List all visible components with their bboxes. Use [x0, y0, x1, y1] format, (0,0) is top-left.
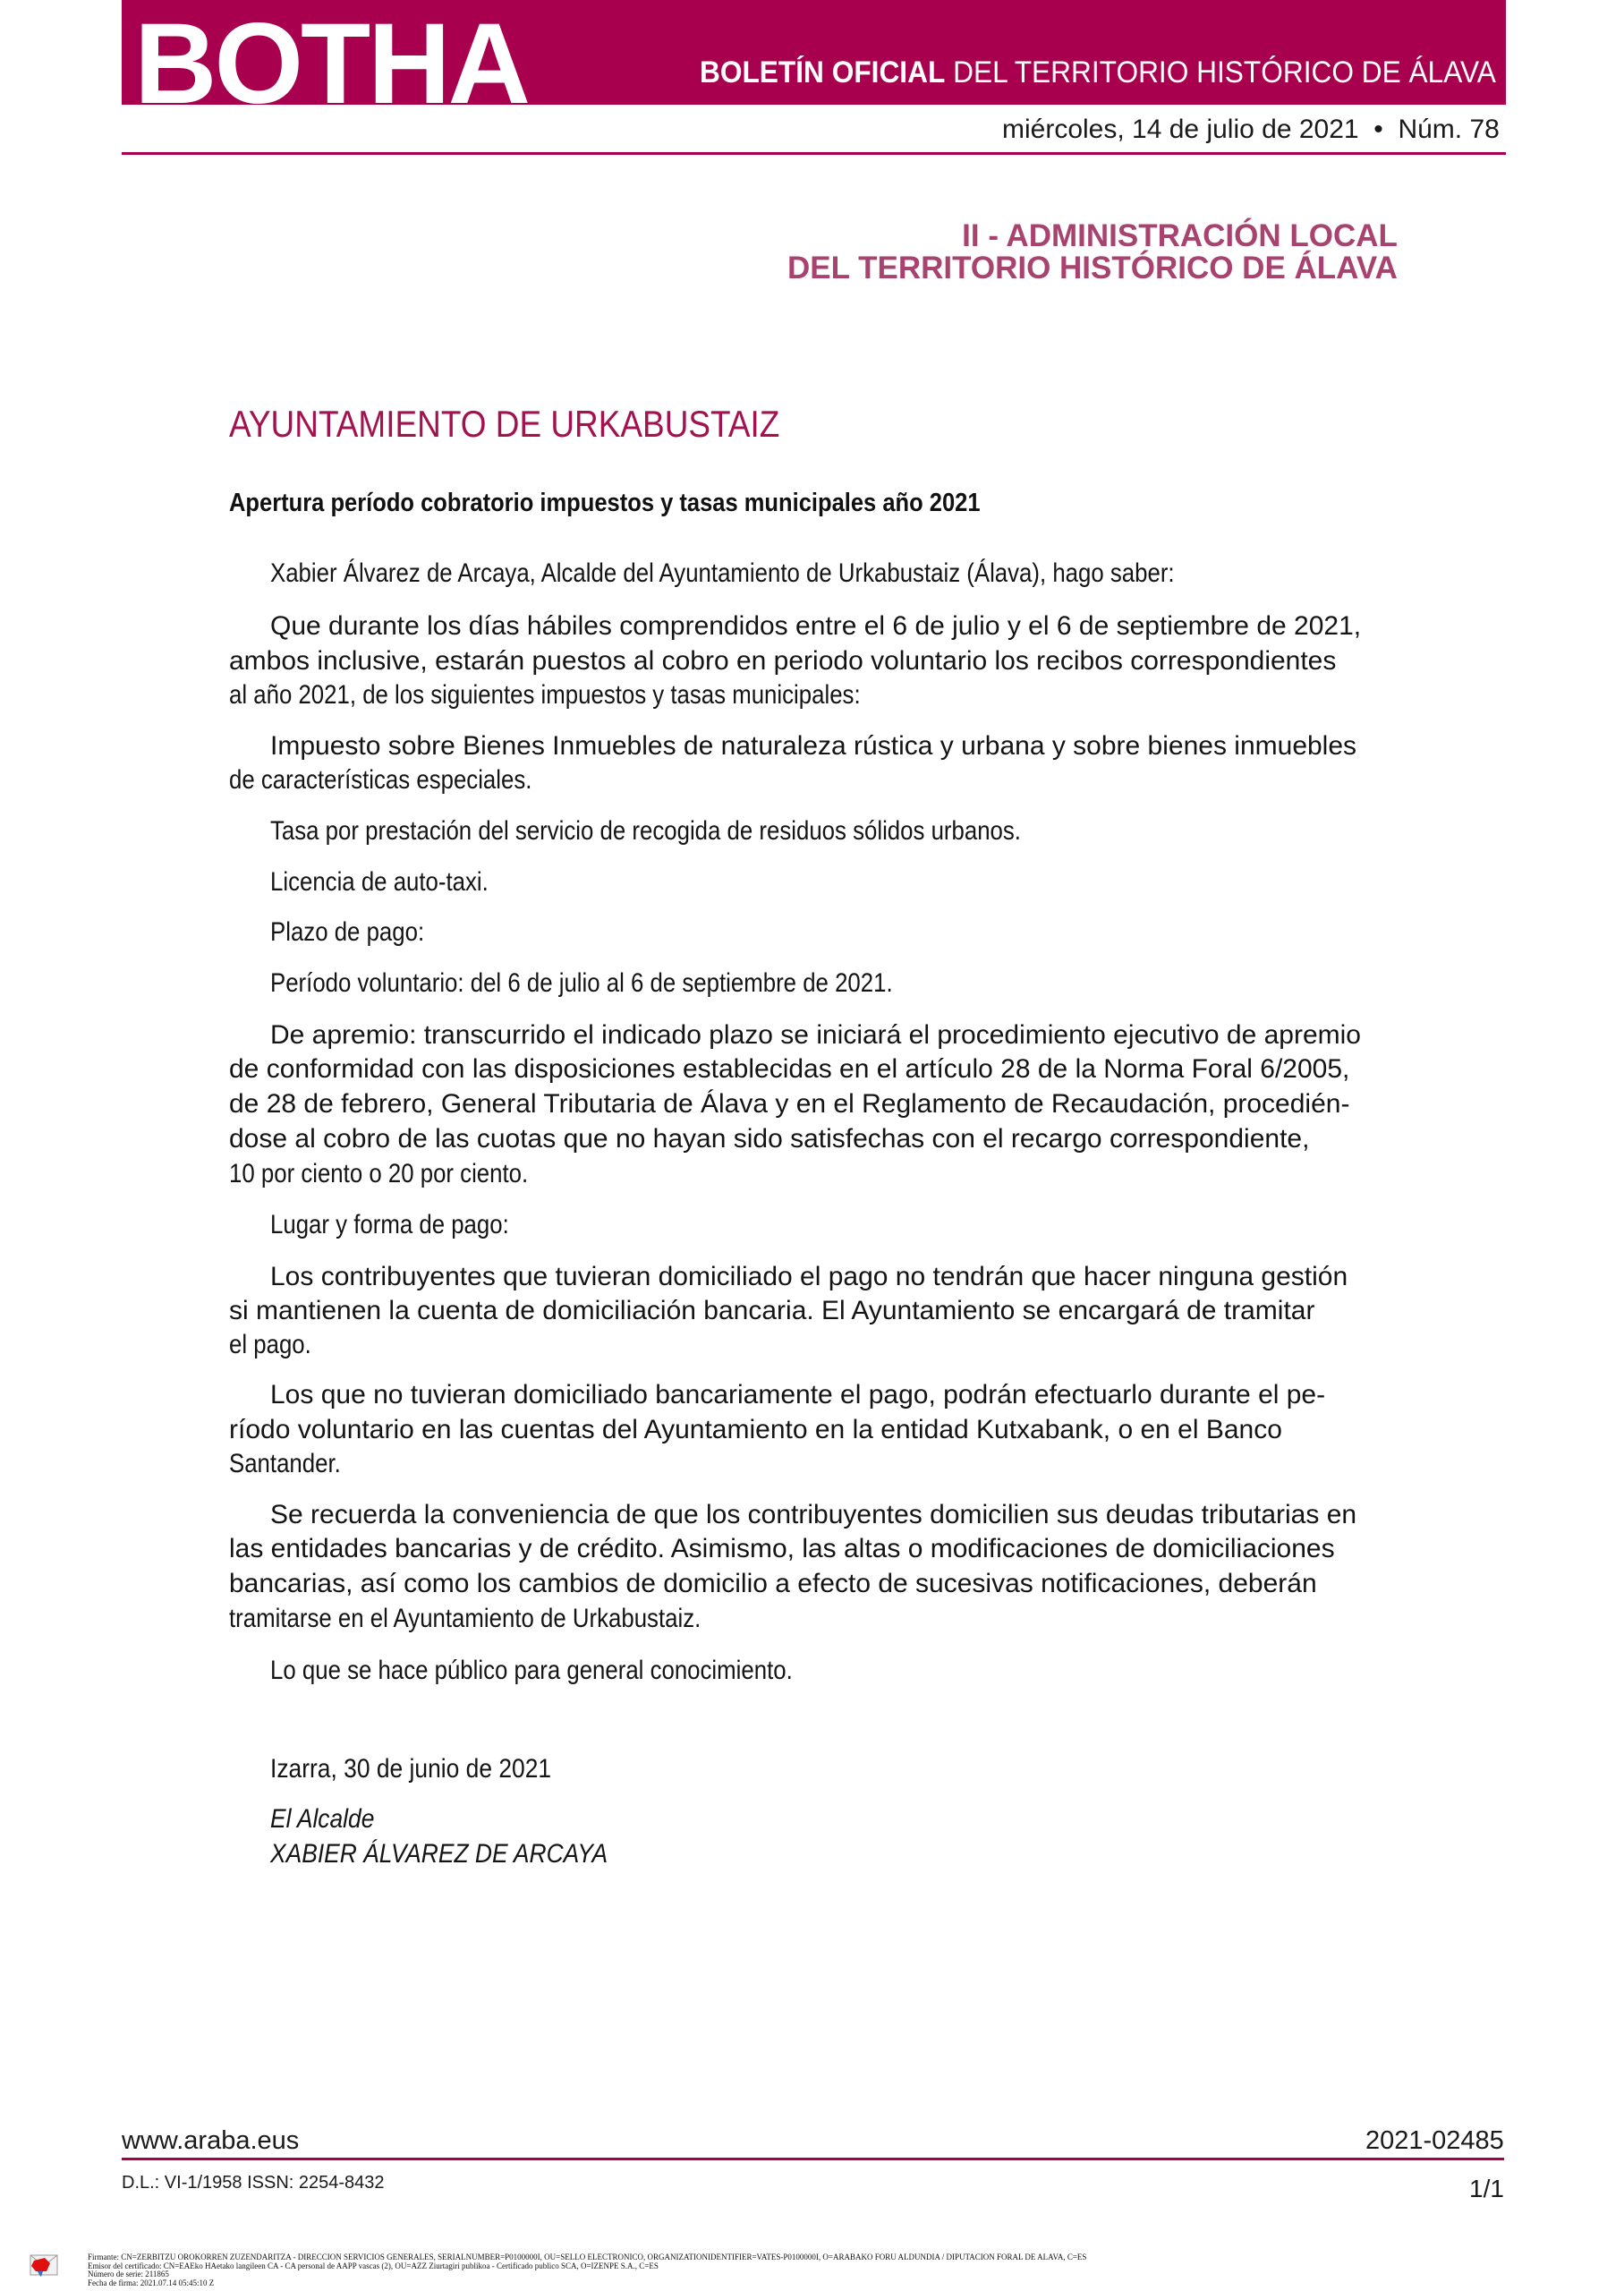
body-line: ríodo voluntario en las cuentas del Ayuntamiento en la entidad Kutxabank, o en el Banco: [229, 1415, 1282, 1444]
body-line: el pago.: [229, 1330, 311, 1359]
body-line: Licencia de auto-taxi.: [270, 867, 489, 897]
digital-signature-info: [88, 2253, 1086, 2287]
body-line: de conformidad con las disposiciones establecidas en el artículo 28 de la Norma Foral 6/2005,: [229, 1054, 1350, 1084]
footer-rule: [122, 2158, 1504, 2160]
body-line: de 28 de febrero, General Tributaria de Álava y en el Reglamento de Recaudación, procedién-: [229, 1089, 1350, 1119]
bullet-separator: •: [1373, 115, 1383, 144]
signed-envelope-icon: [29, 2250, 59, 2280]
bulletin-title: [700, 55, 1496, 90]
issue-date-line: [1002, 115, 1500, 145]
body-line: Impuesto sobre Bienes Inmuebles de naturaleza rústica y urbana y sobre bienes inmuebles: [270, 731, 1357, 761]
body-line: dose al cobro de las cuotas que no hayan sido satisfechas con el recargo correspondiente,: [229, 1124, 1310, 1154]
announcement-title: Apertura período cobratorio impuestos y tasas municipales año 2021: [229, 489, 981, 517]
signer-role: El Alcalde: [270, 1804, 375, 1834]
body-line: Período voluntario: del 6 de julio al 6 de septiembre de 2021.: [270, 968, 893, 998]
body-line: ambos inclusive, estarán puestos al cobro en periodo voluntario los recibos correspondientes: [229, 646, 1337, 676]
body-line: Xabier Álvarez de Arcaya, Alcalde del Ayuntamiento de Urkabustaiz (Álava), hago saber:: [270, 558, 1175, 588]
bulletin-title-rest: DEL TERRITORIO HISTÓRICO DE ÁLAVA: [945, 55, 1496, 89]
body-line: Plazo de pago:: [270, 917, 425, 947]
cert-signer: Firmante: CN=ZERBITZU OROKORREN ZUZENDARITZA - DIRECCION SERVICIOS GENERALES, SERIALNUMBER=P0100000I, OU=SELLO ELECTRONICO, ORGANIZATIONIDENTIFIER=VATES-P0100000I, O=ARABAKO FORU ALDUNDIA / DIPUTACION FORAL DE ALAVA, C=ES: [88, 2253, 1087, 2261]
section-heading-line2: DEL TERRITORIO HISTÓRICO DE ÁLAVA: [787, 251, 1398, 285]
header-rule: [122, 152, 1506, 155]
cert-issuer: Emisor del certificado: CN=EAEko HAetako langileen CA - CA personal de AAPP vascas (2), OU=AZZ Ziurtagiri publikoa - Certificado publico SCA, O=IZENPE S.A., C=ES: [88, 2261, 659, 2270]
place-date: Izarra, 30 de junio de 2021: [270, 1754, 552, 1784]
body-line: al año 2021, de los siguientes impuestos y tasas municipales:: [229, 680, 861, 710]
body-line: Los que no tuvieran domiciliado bancariamente el pago, podrán efectuarlo durante el pe-: [270, 1380, 1326, 1410]
signer-name: XABIER ÁLVAREZ DE ARCAYA: [270, 1839, 608, 1869]
body-line: tramitarse en el Ayuntamiento de Urkabustaiz.: [229, 1604, 701, 1633]
body-line: Los contribuyentes que tuvieran domiciliado el pago no tendrán que hacer ninguna gestión: [270, 1262, 1348, 1291]
bulletin-title-bold: BOLETÍN OFICIAL: [699, 55, 946, 89]
section-heading: [787, 220, 1398, 285]
body-line: Lugar y forma de pago:: [270, 1210, 509, 1239]
section-heading-line1: II - ADMINISTRACIÓN LOCAL: [962, 218, 1398, 253]
body-line: Lo que se hace público para general conocimiento.: [270, 1656, 793, 1685]
organization-name: AYUNTAMIENTO DE URKABUSTAIZ: [229, 403, 780, 445]
issue-number: Núm. 78: [1398, 115, 1500, 144]
cert-serial: Número de serie: 211865: [88, 2270, 169, 2278]
body-line: las entidades bancarias y de crédito. Asimismo, las altas o modificaciones de domiciliaciones: [229, 1534, 1335, 1563]
body-line: de características especiales.: [229, 765, 532, 795]
website-link[interactable]: www.araba.eus: [122, 2126, 300, 2155]
body-line: si mantienen la cuenta de domiciliación bancaria. El Ayuntamiento se encargará de tramitar: [229, 1296, 1315, 1325]
body-line: Que durante los días hábiles comprendidos entre el 6 de julio y el 6 de septiembre de 2021,: [270, 611, 1362, 641]
body-line: De apremio: transcurrido el indicado plazo se iniciará el procedimiento ejecutivo de apremio: [270, 1020, 1361, 1050]
document-code: 2021-02485: [1365, 2126, 1504, 2155]
issue-date: miércoles, 14 de julio de 2021: [1002, 115, 1359, 144]
botha-logo: BOTHA: [134, 0, 529, 128]
body-line: bancarias, así como los cambios de domicilio a efecto de sucesivas notificaciones, deberán: [229, 1569, 1317, 1598]
body-line: Se recuerda la conveniencia de que los contribuyentes domicilien sus deudas tributarias en: [270, 1500, 1357, 1529]
body-line: 10 por ciento o 20 por ciento.: [229, 1159, 529, 1188]
body-line: Tasa por prestación del servicio de recogida de residuos sólidos urbanos.: [270, 816, 1021, 846]
page-number: 1/1: [1469, 2175, 1504, 2202]
legal-deposit: D.L.: VI-1/1958 ISSN: 2254-8432: [122, 2173, 385, 2193]
body-line: Santander.: [229, 1449, 341, 1478]
cert-signed-at: Fecha de firma: 2021.07.14 05:45:10 Z: [88, 2278, 215, 2287]
